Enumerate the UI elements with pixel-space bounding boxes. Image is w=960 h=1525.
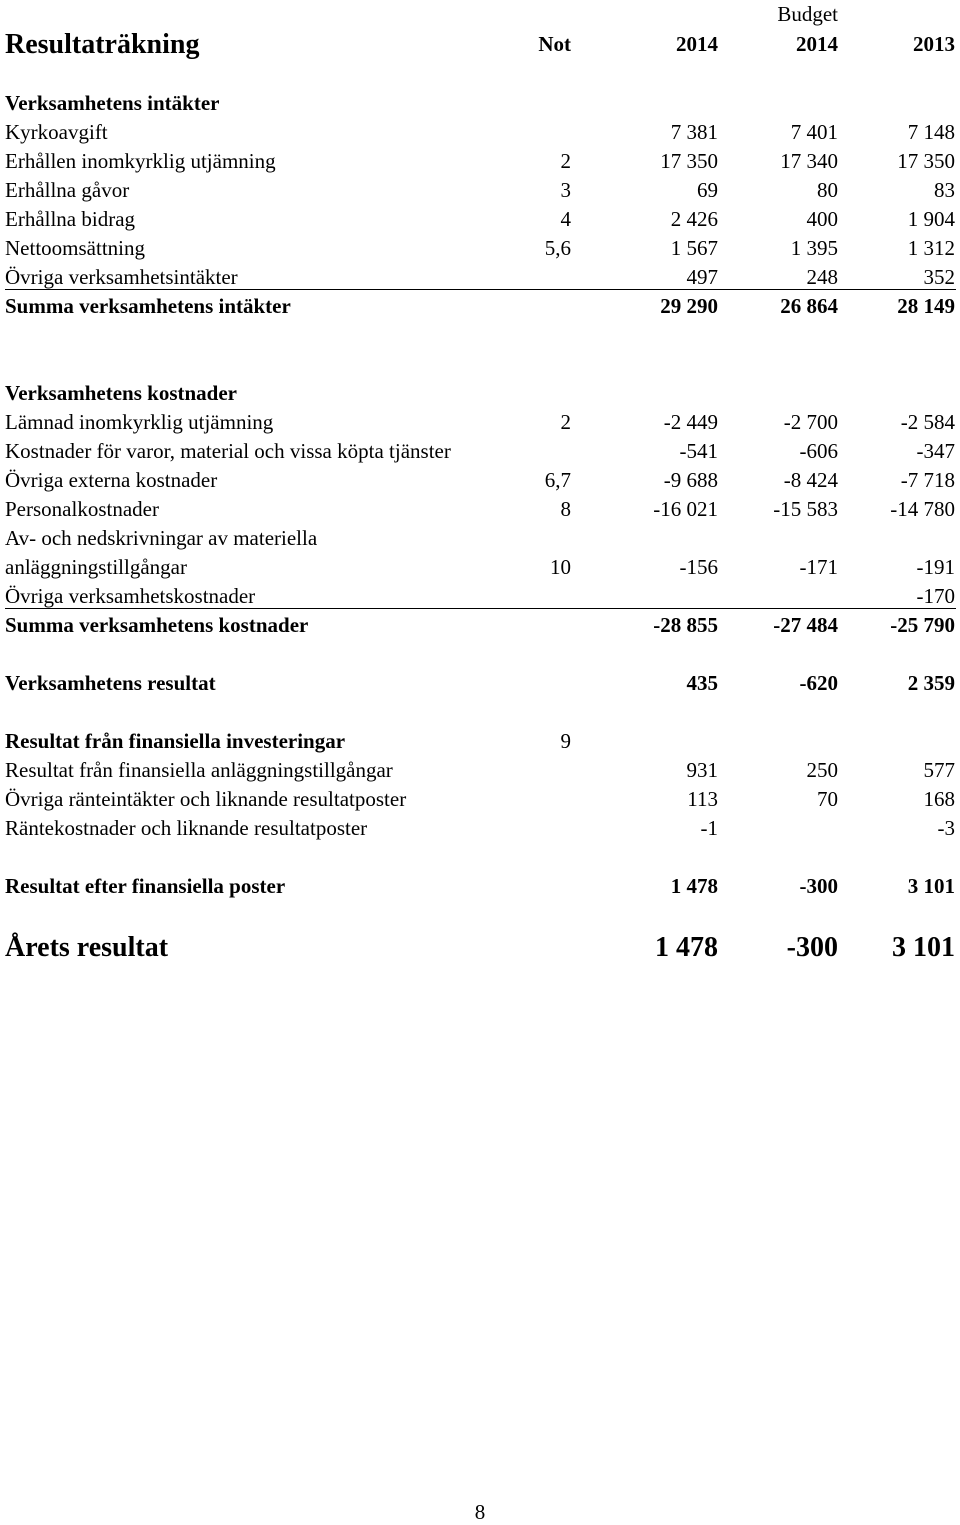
total-value-budget: 26 864: [780, 294, 838, 318]
row-label: Av- och nedskrivningar av materiella: [5, 526, 318, 550]
row-value-2014: -541: [679, 439, 718, 463]
column-header-budget-label: Budget: [777, 2, 838, 26]
table-row: [0, 176, 960, 205]
after-financial-budget: -300: [799, 874, 838, 898]
row-value-2014: 7 381: [670, 120, 718, 144]
table-row: [0, 205, 960, 234]
row-label: Räntekostnader och liknande resultatposter: [5, 816, 368, 840]
row-value-budget: -2 700: [783, 410, 838, 434]
total-separator-line: [5, 289, 956, 290]
row-label: Övriga ränteintäkter och liknande resultatposter: [5, 787, 407, 811]
column-header-2013: 2013: [913, 32, 955, 56]
operating-result-2013: 2 359: [907, 671, 955, 695]
total-row-costs: [0, 611, 960, 640]
page-number: 8: [474, 1500, 486, 1524]
row-value-budget: 7 401: [790, 120, 838, 144]
row-value-budget: -8 424: [783, 468, 838, 492]
row-value-2014: -1: [700, 816, 718, 840]
row-value-2014: 69: [697, 178, 718, 202]
total-row-income: [0, 292, 960, 321]
row-value-2014: 2 426: [670, 207, 718, 231]
row-value-budget: 1 395: [790, 236, 838, 260]
column-header-budget-row: [0, 0, 960, 29]
row-value-2013: 17 350: [897, 149, 955, 173]
row-value-budget: -606: [799, 439, 838, 463]
row-value-2013: 7 148: [907, 120, 955, 144]
row-value-2014: -9 688: [663, 468, 718, 492]
year-result-row: [0, 930, 960, 966]
section-heading-costs: [0, 379, 960, 408]
total-value-budget: -27 484: [773, 613, 838, 637]
total-value-2013: -25 790: [890, 613, 955, 637]
row-value-2013: -2 584: [900, 410, 955, 434]
row-value-budget: -15 583: [773, 497, 838, 521]
row-value-budget: 70: [817, 787, 838, 811]
row-label: Erhållna gåvor: [5, 178, 130, 202]
row-label: Erhållen inomkyrklig utjämning: [5, 149, 276, 173]
row-label: Övriga verksamhetsintäkter: [5, 265, 238, 289]
row-value-budget: 250: [806, 758, 838, 782]
row-not: 6,7: [544, 468, 571, 492]
after-financial-2013: 3 101: [907, 874, 955, 898]
row-label: Erhållna bidrag: [5, 207, 136, 231]
row-value-2014: -156: [679, 555, 718, 579]
total-label: Summa verksamhetens intäkter: [5, 294, 291, 318]
total-value-2013: 28 149: [897, 294, 955, 318]
operating-result-label: Verksamhetens resultat: [5, 671, 216, 695]
after-financial-label: Resultat efter finansiella poster: [5, 874, 286, 898]
row-label: Kostnader för varor, material och vissa köpta tjänster: [5, 439, 451, 463]
total-value-2014: 29 290: [660, 294, 718, 318]
row-value-2013: -347: [916, 439, 955, 463]
table-row: [0, 814, 960, 843]
after-financial-row: [0, 872, 960, 901]
row-value-budget: 17 340: [780, 149, 838, 173]
row-value-2014: -2 449: [663, 410, 718, 434]
table-row: [0, 524, 960, 553]
row-value-2013: -3: [937, 816, 955, 840]
row-value-2014: -16 021: [653, 497, 718, 521]
year-result-budget: -300: [786, 932, 838, 963]
row-value-2013: 83: [934, 178, 955, 202]
row-label: Lämnad inomkyrklig utjämning: [5, 410, 274, 434]
row-label: Resultat från finansiella anläggningstillgångar: [5, 758, 393, 782]
table-row: [0, 408, 960, 437]
row-label: Nettoomsättning: [5, 236, 145, 260]
table-row: [0, 495, 960, 524]
row-label: Personalkostnader: [5, 497, 159, 521]
row-value-budget: 248: [806, 265, 838, 289]
row-value-budget: -171: [799, 555, 838, 579]
year-result-label: Årets resultat: [5, 932, 169, 963]
row-value-2013: 168: [923, 787, 955, 811]
section-heading-not: 9: [560, 729, 571, 753]
row-value-budget: 400: [806, 207, 838, 231]
row-value-2013: 1 312: [907, 236, 955, 260]
row-value-2013: 352: [923, 265, 955, 289]
table-row: [0, 785, 960, 814]
row-value-2014: 1 567: [670, 236, 718, 260]
table-row: [0, 234, 960, 263]
operating-result-2014: 435: [686, 671, 718, 695]
table-row: [0, 118, 960, 147]
column-header-not: Not: [538, 32, 571, 56]
row-label: Övriga externa kostnader: [5, 468, 218, 492]
table-row: [0, 437, 960, 466]
table-row: [0, 147, 960, 176]
after-financial-2014: 1 478: [670, 874, 718, 898]
row-value-2013: -14 780: [890, 497, 955, 521]
row-not: 10: [550, 555, 571, 579]
row-label: anläggningstillgångar: [5, 555, 187, 579]
operating-result-row: [0, 669, 960, 698]
section-heading-income: [0, 89, 960, 118]
row-label: Övriga verksamhetskostnader: [5, 584, 256, 608]
table-row: [0, 756, 960, 785]
row-value-2014: 113: [687, 787, 718, 811]
row-value-2013: -191: [916, 555, 955, 579]
row-value-budget: 80: [817, 178, 838, 202]
year-result-2013: 3 101: [892, 932, 955, 963]
row-not: 4: [560, 207, 571, 231]
table-row: [0, 263, 960, 292]
row-value-2013: -7 718: [900, 468, 955, 492]
section-heading-label: Verksamhetens intäkter: [5, 91, 220, 115]
year-result-2014: 1 478: [655, 932, 718, 963]
row-value-2014: 497: [686, 265, 718, 289]
table-row: [0, 582, 960, 611]
total-value-2014: -28 855: [653, 613, 718, 637]
row-value-2014: 17 350: [660, 149, 718, 173]
row-not: 8: [560, 497, 571, 521]
row-value-2013: 577: [923, 758, 955, 782]
section-heading-financial: [0, 727, 960, 756]
operating-result-budget: -620: [799, 671, 838, 695]
row-not: 3: [560, 178, 571, 202]
column-header-budget-2014: 2014: [796, 32, 838, 56]
row-label: Kyrkoavgift: [5, 120, 108, 144]
page-title: Resultaträkning: [5, 29, 200, 60]
table-row: [0, 553, 960, 582]
table-row: [0, 466, 960, 495]
row-not: 5,6: [544, 236, 571, 260]
row-value-2013: 1 904: [907, 207, 955, 231]
row-value-2013: -170: [916, 584, 955, 608]
row-value-2014: 931: [686, 758, 718, 782]
total-label: Summa verksamhetens kostnader: [5, 613, 309, 637]
section-heading-label: Verksamhetens kostnader: [5, 381, 237, 405]
section-heading-label: Resultat från finansiella investeringar: [5, 729, 346, 753]
row-not: 2: [560, 149, 571, 173]
column-header-2014: 2014: [676, 32, 718, 56]
total-separator-line: [5, 608, 956, 609]
row-not: 2: [560, 410, 571, 434]
header-row: [0, 30, 960, 59]
